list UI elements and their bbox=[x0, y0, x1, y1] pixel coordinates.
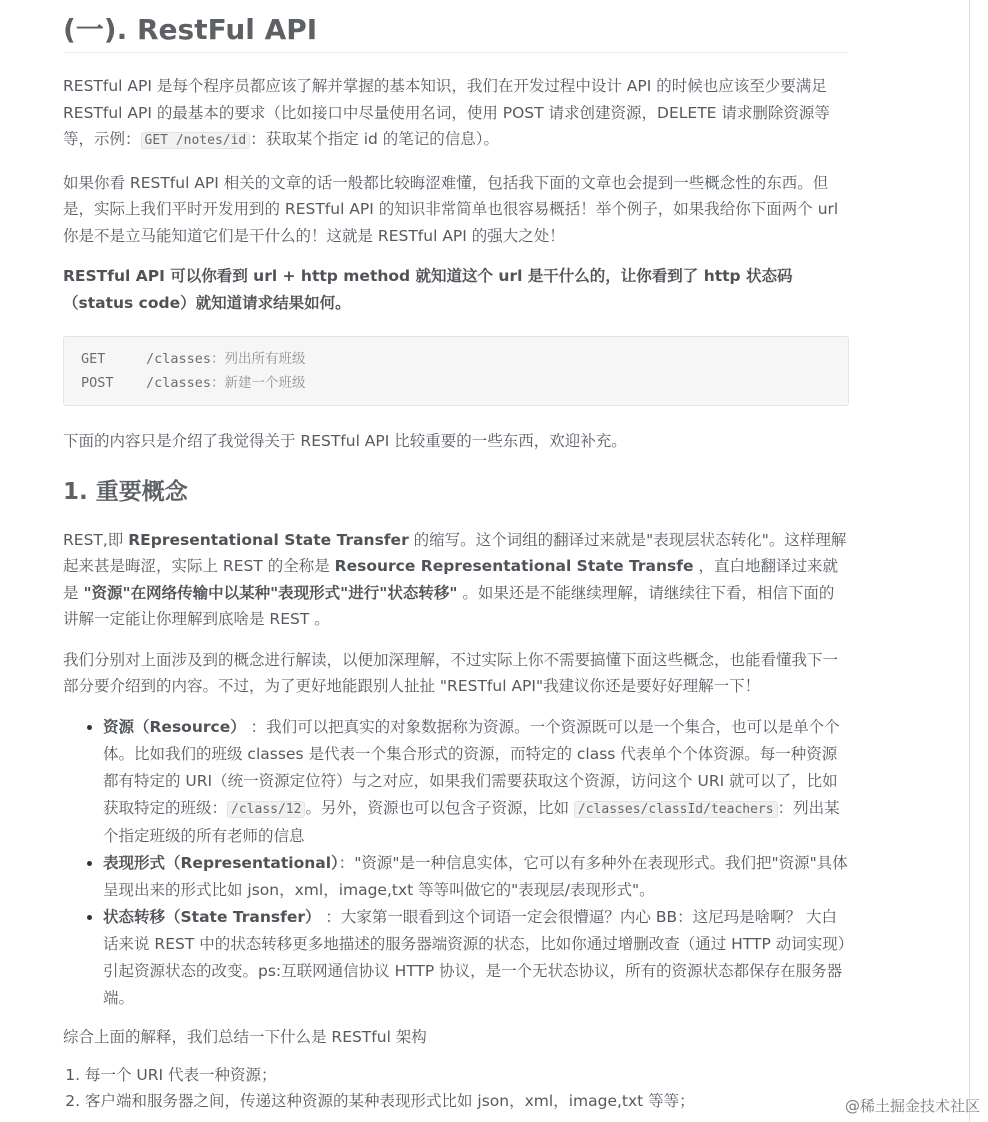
resource-text-3: ：列出某个指定班级的所有老师的信息 bbox=[103, 798, 840, 845]
code-block bbox=[63, 336, 849, 406]
section-heading: 1. 重要概念 bbox=[63, 478, 188, 505]
list-item-resource bbox=[103, 714, 849, 850]
list-item: 2. 客户端和服务器之间，传递这种资源的某种表现形式比如 json，xml，image,txt 等等； bbox=[85, 1088, 849, 1114]
bold-paragraph: RESTful API 可以你看到 url + http method 就知道这个 url 是干什么的，让你看到了 http 状态码（status code）就知道请求结果如何。 bbox=[63, 267, 793, 312]
code-line bbox=[81, 372, 831, 396]
article-content bbox=[63, 0, 849, 1114]
inline-code-class: /class/12 bbox=[227, 801, 305, 818]
paragraph-2: 如果你看 RESTful API 相关的文章的话一般都比较晦涩难懂，包括我下面的文章也会提到一些概念性的东西。但是，实际上我们平时开发用到的 RESTful API 的知识非常简单也很容易概括！举个例子，如果我给你下面两个 url 你是不是立马能知道它们是干什么的！这就是 RESTful API 的强大之处！ bbox=[63, 173, 839, 245]
code-method: GET bbox=[81, 351, 114, 367]
code-method: POST bbox=[81, 374, 114, 391]
summary-list bbox=[63, 1062, 849, 1114]
resource-text-1: ：我们可以把真实的对象数据称为资源。一个资源既可以是一个集合，也可以是单个个体。比如我们的班级 classes 是代表一个集合形式的资源，而特定的 class 代表单个个体资源。每一种资源都有特定的 URI（统一资源定位符）与之对应，如果我们需要获取这个资源，访问这个 URI 就可以了，比如获取特定的班级： bbox=[103, 717, 840, 817]
code-comment: ：新建一个班级 bbox=[211, 374, 306, 391]
rest-text-2: 的缩写。这个词组的翻译过来就是"表现层状态转化"。这样理解起来甚是晦涩，实际上 REST 的全称是 bbox=[63, 530, 847, 575]
representational-text: ："资源"是一种信息实体，它可以有多种外在表现形式。我们把"资源"具体呈现出来的形式比如 json，xml，image,txt 等等叫做它的"表现层/表现形式"。 bbox=[103, 853, 848, 899]
watermark-text: @稀土掘金技术社区 bbox=[844, 1097, 980, 1115]
rest-bold-3: "资源"在网络传输中以某种"表现形式"进行"状态转移" bbox=[83, 583, 458, 602]
term-resource: 资源（Resource） bbox=[103, 717, 246, 736]
summary-paragraph: 综合上面的解释，我们总结一下什么是 RESTful 架构 bbox=[63, 1027, 427, 1046]
page-title: (一). RestFul API bbox=[63, 0, 849, 53]
rest-bold-1: REpresentational State Transfer bbox=[128, 530, 409, 549]
code-line bbox=[81, 348, 831, 372]
inline-code-notes: GET /notes/id bbox=[141, 132, 251, 149]
term-state-transfer: 状态转移（State Transfer） bbox=[103, 907, 321, 926]
intro-text-1: RESTful API 是每个程序员都应该了解并掌握的基本知识，我们在开发过程中设计 API 的时候也应该至少要满足 RESTful API 的最基本的要求（比如接口中尽量使用名词，使用 POST 请求创建资源，DELETE 请求删除资源等等，示例： bbox=[63, 77, 830, 148]
paragraph-6: 我们分别对上面涉及到的概念进行解读，以便加深理解，不过实际上你不需要搞懂下面这些概念，也能看懂我下一部分要介绍到的内容。不过，为了更好地能跟别人扯扯 "RESTful API"我建议你还是要好好理解一下！ bbox=[63, 650, 839, 695]
rest-bold-2: Resource Representational State Transfe bbox=[334, 557, 694, 575]
page-edge-line bbox=[969, 0, 970, 1122]
term-representational: 表现形式（Representational） bbox=[103, 853, 339, 872]
code-path: /classes bbox=[146, 374, 212, 391]
list-item: 1. 每一个 URI 代表一种资源； bbox=[85, 1062, 849, 1088]
intro-text-2: ：获取某个指定 id 的笔记的信息）。 bbox=[250, 130, 500, 148]
rest-definition-paragraph bbox=[63, 527, 849, 633]
intro-paragraph bbox=[63, 73, 849, 155]
rest-text-3: ，直白地翻译过来就是 bbox=[63, 557, 838, 602]
resource-text-2: 。另外，资源也可以包含子资源，比如 bbox=[305, 798, 574, 817]
code-path: /classes bbox=[146, 351, 212, 367]
list-item-state-transfer bbox=[103, 904, 849, 1012]
concept-list bbox=[63, 714, 849, 1012]
inline-code-teachers: /classes/classId/teachers bbox=[574, 801, 778, 818]
paragraph-4: 下面的内容只是介绍了我觉得关于 RESTful API 比较重要的一些东西，欢迎补充。 bbox=[63, 432, 627, 450]
state-transfer-text: ：大家第一眼看到这个词语一定会很懵逼？内心 BB：这尼玛是啥啊？ 大白话来说 REST 中的状态转移更多地描述的服务器端资源的状态，比如你通过增删改查（通过 HTTP 动词实现）引起资源状态的改变。ps:互联网通信协议 HTTP 协议，是一个无状态协议，所有的资源状态都保存在服务器端。 bbox=[103, 907, 846, 1007]
rest-text-1: REST,即 bbox=[63, 530, 129, 549]
code-comment: ：列出所有班级 bbox=[211, 351, 306, 367]
list-item-representational bbox=[103, 850, 849, 904]
rest-text-4: 。如果还是不能继续理解，请继续往下看，相信下面的讲解一定能让你理解到底啥是 REST 。 bbox=[63, 583, 835, 628]
